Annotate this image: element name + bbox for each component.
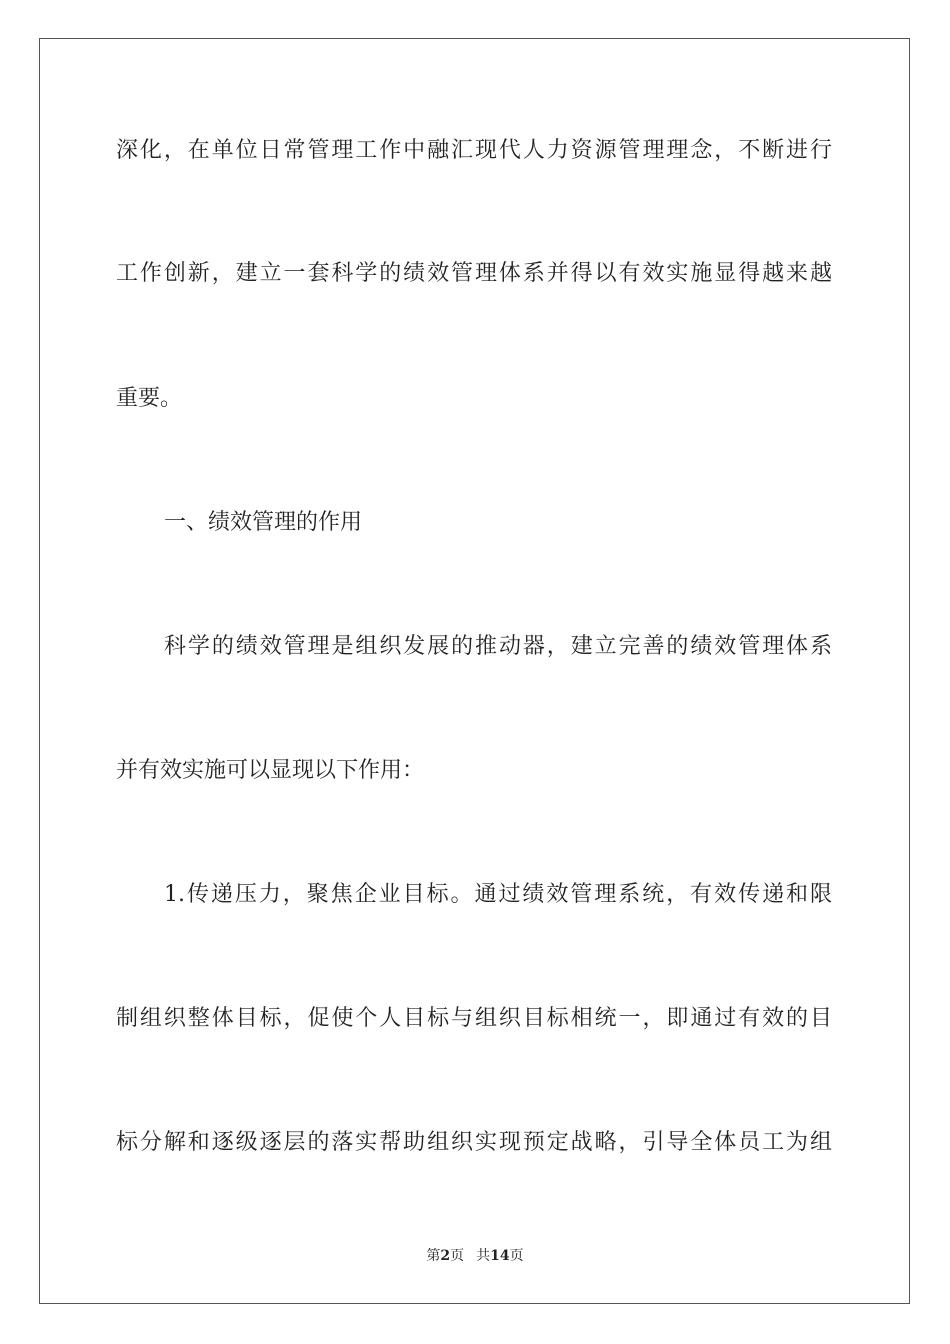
footer-total-suffix: 页 — [509, 1248, 524, 1264]
footer-total-prefix: 共 — [476, 1248, 491, 1264]
page-footer — [0, 1246, 950, 1266]
page-border — [39, 38, 910, 1304]
footer-total-number: 14 — [490, 1248, 510, 1264]
footer-page-prefix: 第 — [426, 1248, 441, 1264]
section-heading: 一、绩效管理的作用 — [164, 510, 363, 535]
footer-page-number: 2 — [440, 1248, 451, 1264]
body-line-2: 工作创新，建立一套科学的绩效管理体系并得以有效实施显得越来越 — [116, 261, 832, 286]
body-line-9: 标分解和逐级逐层的落实帮助组织实现预定战略，引导全体员工为组 — [116, 1130, 832, 1155]
list-item-1: 1.传递压力，聚焦企业目标。通过绩效管理系统，有效传递和限 — [164, 882, 832, 907]
body-line-8: 制组织整体目标，促使个人目标与组织目标相统一，即通过有效的目 — [116, 1006, 832, 1031]
body-line-5: 科学的绩效管理是组织发展的推动器，建立完善的绩效管理体系 — [164, 634, 832, 659]
body-line-1: 深化，在单位日常管理工作中融汇现代人力资源管理理念，不断进行 — [116, 138, 832, 163]
footer-page-suffix: 页 — [450, 1248, 465, 1264]
body-line-6: 并有效实施可以显现以下作用： — [116, 758, 425, 783]
body-line-3: 重要。 — [116, 386, 183, 411]
